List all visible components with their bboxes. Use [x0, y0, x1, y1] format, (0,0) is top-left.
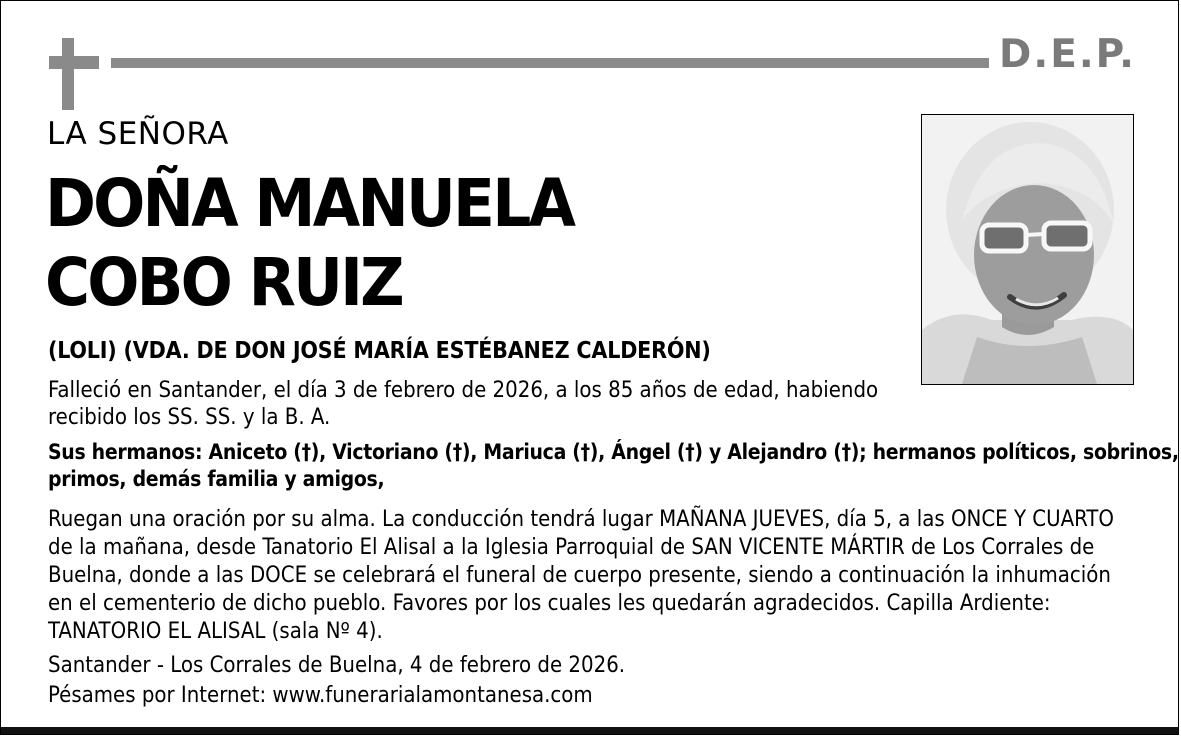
service-line: Ruegan una oración por su alma. La conducción tendrá lugar MAÑANA JUEVES, día 5, a las ONCE Y CUARTO — [48, 507, 1114, 532]
family-line: Sus hermanos: Aniceto (†), Victoriano (†), Mariuca (†), Ángel (†) y Alejandro (†); hermanos políticos, sobrinos, — [48, 440, 1179, 464]
condolences-link: Pésames por Internet: www.funerarialamontanesa.com — [48, 683, 593, 708]
portrait-image — [922, 115, 1133, 384]
family-line: primos, demás familia y amigos, — [48, 467, 385, 491]
deceased-name-line2: COBO RUIZ — [45, 244, 402, 321]
header-rule — [111, 58, 989, 68]
service-line: en el cementerio de dicho pueblo. Favores por los cuales les quedarán agradecidos. Capilla Ardiente: — [48, 591, 1051, 616]
service-line: TANATORIO EL ALISAL (sala Nº 4). — [48, 619, 383, 644]
service-line: Buelna, donde a las DOCE se celebrará el funeral de cuerpo presente, siendo a continuación la inhumación — [48, 563, 1111, 588]
title-prefix: LA SEÑORA — [47, 116, 229, 152]
family-list — [48, 439, 1179, 493]
portrait-photo — [921, 114, 1134, 385]
death-notice-line: Falleció en Santander, el día 3 de febrero de 2026, a los 85 años de edad, habiendo — [48, 378, 879, 403]
deceased-alias: (LOLI) (VDA. DE DON JOSÉ MARÍA ESTÉBANEZ CALDERÓN) — [48, 338, 711, 364]
bottom-rule — [1, 727, 1178, 734]
death-notice — [48, 377, 878, 431]
cross-icon — [62, 38, 74, 110]
dep-label: D.E.P. — [999, 32, 1136, 77]
service-line: de la mañana, desde Tanatorio El Alisal a la Iglesia Parroquial de SAN VICENTE MÁRTIR de Los Corrales de — [48, 535, 1095, 560]
cross-icon-arm — [49, 56, 99, 69]
deceased-name-line1: DOÑA MANUELA — [45, 165, 574, 242]
service-details — [48, 506, 1114, 646]
place-date: Santander - Los Corrales de Buelna, 4 de febrero de 2026. — [48, 653, 626, 678]
death-notice-line: recibido los SS. SS. y la B. A. — [48, 405, 331, 430]
